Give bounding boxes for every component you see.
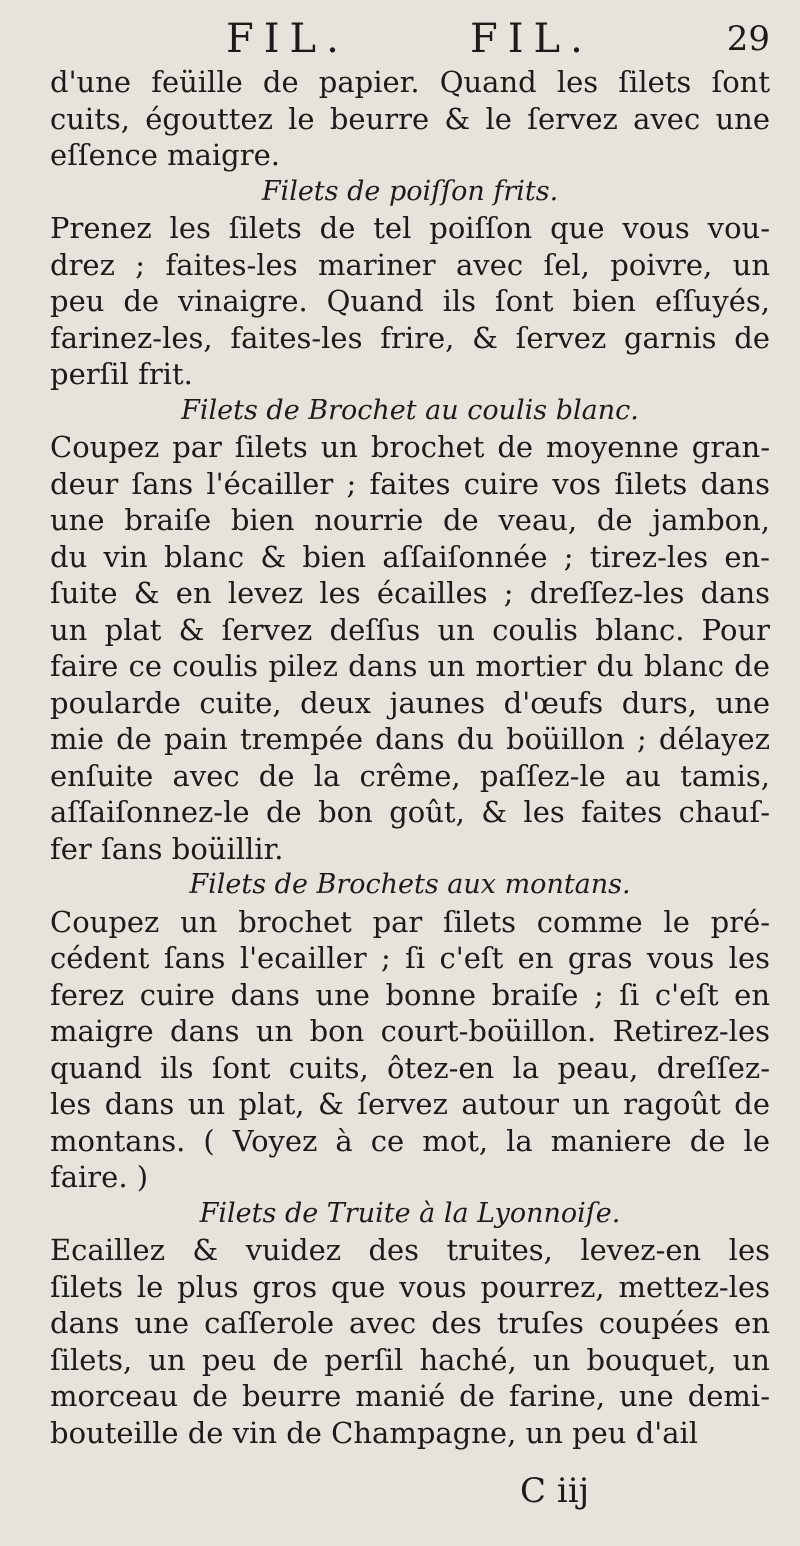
header-right-word: FIL.: [470, 16, 593, 62]
text-line: fer ſans boüillir.: [50, 831, 284, 866]
text-line: enſuite avec de la crême, paſſez-le au tamis,: [50, 758, 770, 793]
text-line: maigre dans un bon court-boüillon. Retirez-les: [50, 1014, 770, 1048]
text-line: une braiſe bien nourrie de veau, de jambon,: [50, 503, 770, 537]
recipe-heading: Filets de poiſſon frits.: [261, 175, 559, 207]
text-line: Coupez un brochet par ſilets comme le pré-: [50, 904, 770, 939]
text-line: ſilets le plus gros que vous pourrez, mettez-les: [50, 1269, 770, 1304]
text-line: ferez cuire dans une bonne braiſe ; ſi c'eſt en: [50, 977, 770, 1012]
text-line: aſſaiſonnez-le de bon goût, & les faites chauſ-: [50, 795, 770, 829]
text-line: un plat & ſervez deſſus un coulis blanc. Pour: [50, 612, 770, 647]
text-line: drez ; faites-les mariner avec ſel, poivre, un: [50, 247, 770, 282]
text-line: dans une caſſerole avec des truſes coupées en: [50, 1306, 770, 1340]
text-line: Coupez par ſilets un brochet de moyenne gran-: [50, 430, 770, 464]
text-line: eſſence maigre.: [50, 138, 280, 172]
signature-mark: C iij: [520, 1471, 590, 1511]
page-body: [50, 64, 770, 1451]
text-line: quand ils ſont cuits, ôtez-en la peau, dreſſez-: [50, 1050, 770, 1085]
recipe-heading: Filets de Brochets aux montans.: [189, 869, 631, 900]
text-line: ſuite & en levez les écailles ; dreſſez-les dans: [50, 576, 770, 610]
text-line: morceau de beurre manié de farine, une demi-: [50, 1379, 770, 1413]
text-line: Prenez les ſilets de tel poiſſon que vous vou-: [50, 211, 770, 245]
recipe-heading: Filets de Truite à la Lyonnoiſe.: [199, 1197, 621, 1229]
text-line: poularde cuite, deux jaunes d'œufs durs, une: [50, 685, 770, 720]
text-line: du vin blanc & bien aſſaiſonnée ; tirez-les en-: [50, 539, 770, 574]
page-number: 29: [726, 19, 770, 59]
text-line: ſilets, un peu de perſil haché, un bouquet, un: [50, 1342, 770, 1377]
recipe-heading: Filets de Brochet au coulis blanc.: [181, 394, 639, 426]
header-left-word: FIL.: [226, 16, 349, 62]
text-line: d'une feüille de papier. Quand les ſilets ſont: [50, 65, 770, 99]
text-line: cuits, égouttez le beurre & le ſervez avec une: [50, 101, 770, 136]
text-line: faire. ): [50, 1160, 149, 1194]
text-line: mie de pain trempée dans du boüillon ; délayez: [50, 722, 770, 756]
text-line: peu de vinaigre. Quand ils ſont bien eſſuyés,: [50, 284, 770, 318]
running-header: [0, 14, 800, 64]
text-line: bouteille de vin de Champagne, un peu d'ail: [50, 1415, 699, 1450]
text-line: Ecaillez & vuidez des truites, levez-en les: [50, 1233, 770, 1267]
text-line: faire ce coulis pilez dans un mortier du blanc de: [50, 649, 770, 683]
text-line: perſil frit.: [50, 357, 193, 391]
text-line: les dans un plat, & ſervez autour un ragoût de: [50, 1087, 770, 1121]
text-line: deur ſans l'écailler ; faites cuire vos ſilets dans: [50, 466, 770, 501]
text-line: cédent ſans l'ecailler ; ſi c'eſt en gras vous les: [50, 941, 770, 975]
text-line: farinez-les, faites-les frire, & ſervez garnis de: [50, 320, 770, 355]
text-line: montans. ( Voyez à ce mot, la maniere de le: [50, 1123, 770, 1158]
